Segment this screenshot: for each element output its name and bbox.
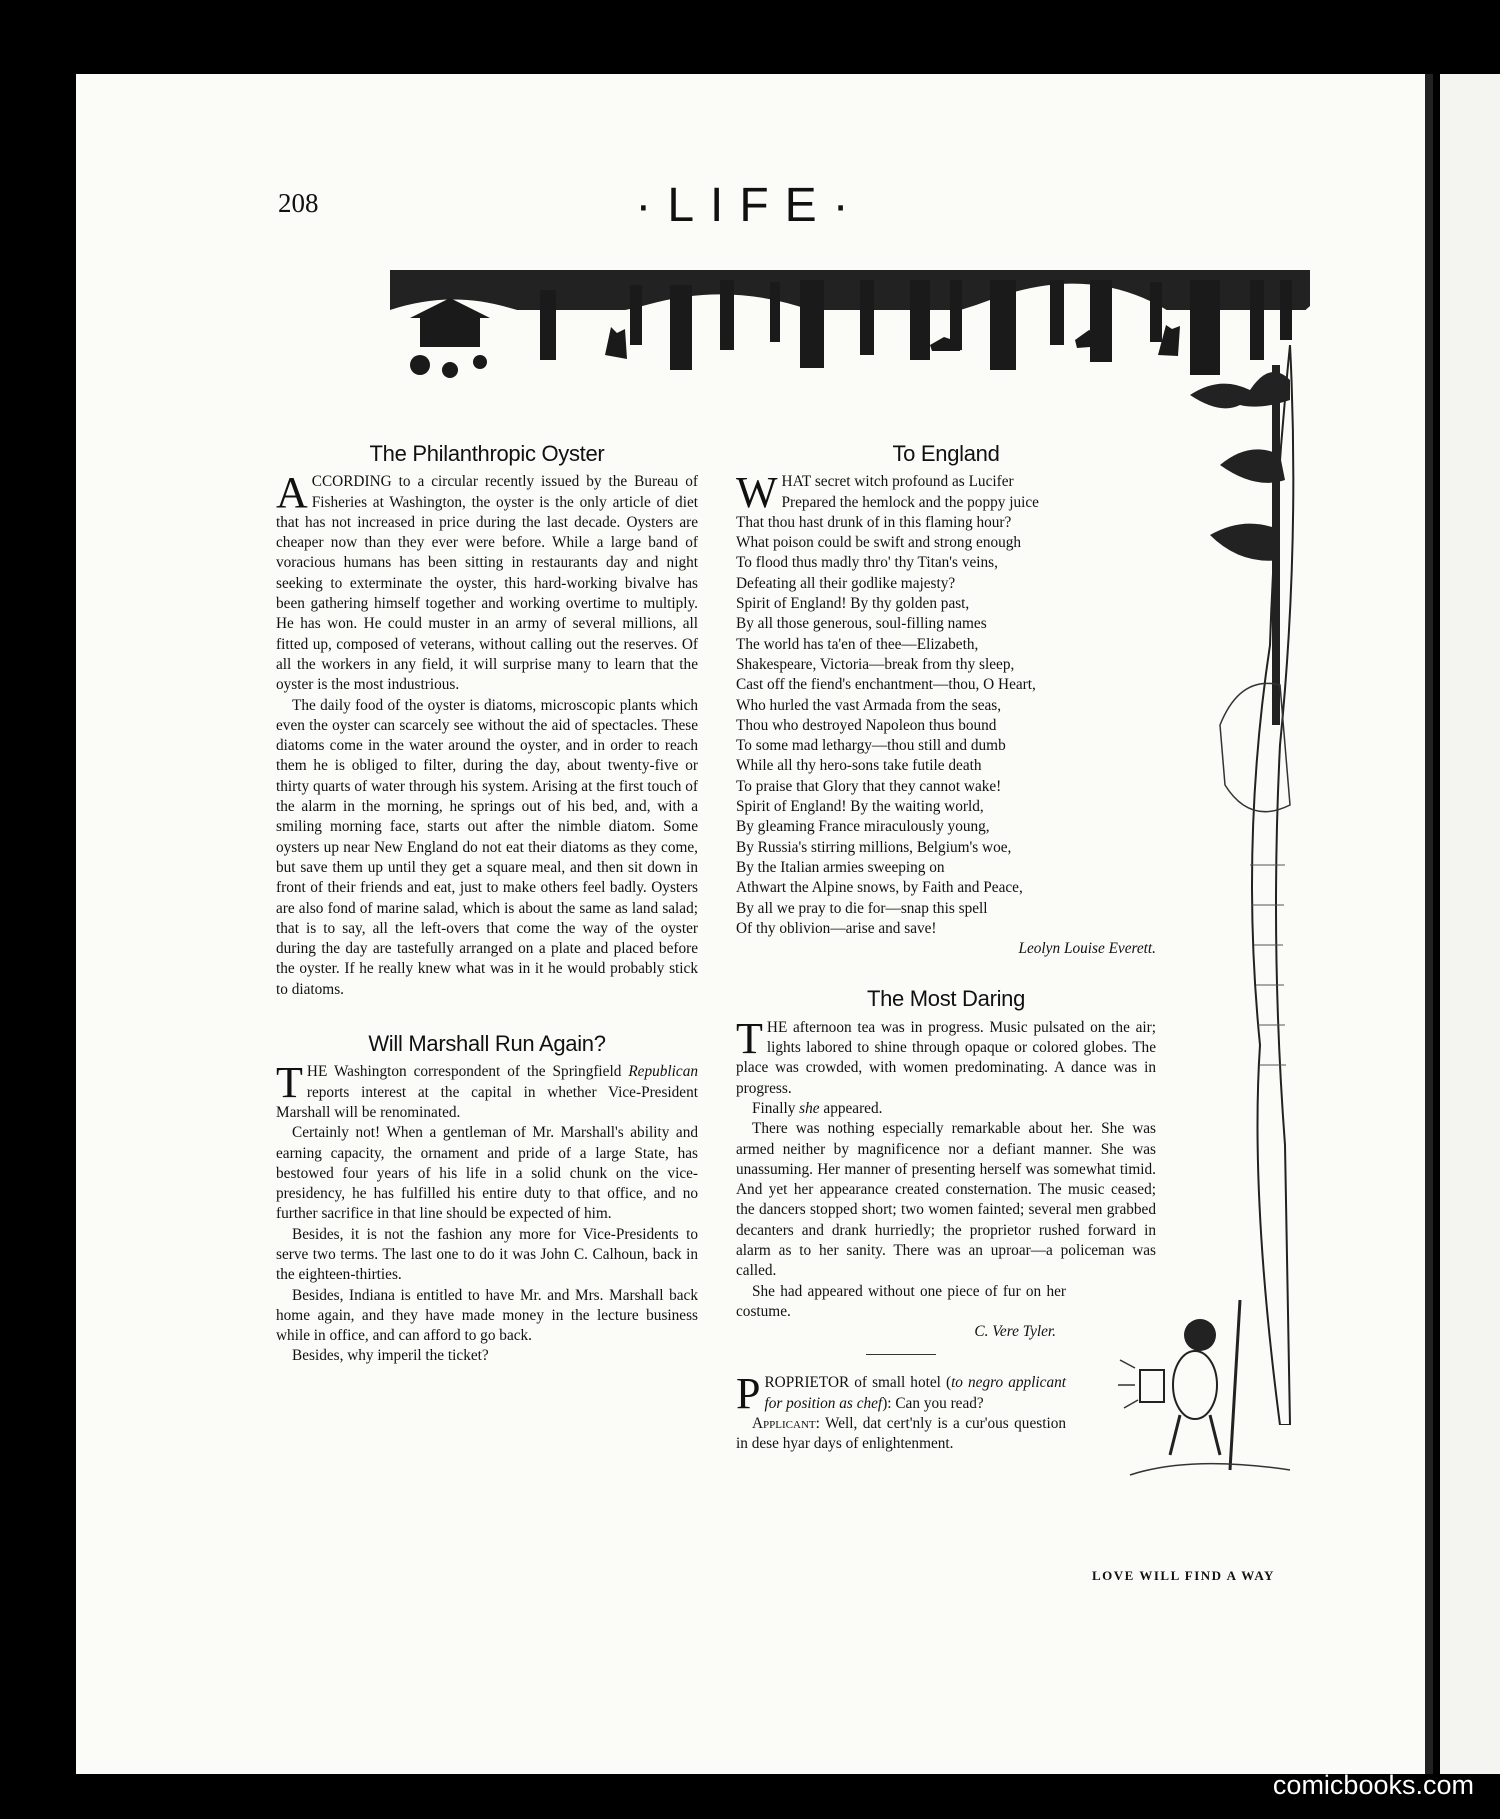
applicant-text: Well, dat cert'nly is a cur'ous question in dese hyar days of enlightenment. xyxy=(736,1415,1066,1453)
poem-line: By the Italian armies sweeping on xyxy=(736,858,945,876)
daring-paragraph-2 xyxy=(736,1099,1156,1119)
oyster-title: The Philanthropic Oyster xyxy=(369,441,605,466)
marshall-paragraph-1 xyxy=(276,1058,698,1123)
marshall-title: Will Marshall Run Again? xyxy=(368,1031,606,1057)
forest-illustration xyxy=(390,270,1310,390)
daring-paragraph-3: There was nothing especially remarkable about her. She was armed neither by magnificence nor a defiant manner. She was unassuming. Her manner of presenting herself was somewhat timid. And yet her appearance created consternation. The music ceased; the dancers stopped short; two women fainted; several men grabbed decanters and drank hurriedly; the proprietor rushed forward in alarm as to her sanity. There was an uproar—a policeman was called. xyxy=(736,1120,1156,1280)
daring-title: The Most Daring xyxy=(866,986,1026,1012)
poem-line: By all those generous, soul-filling names xyxy=(736,615,987,633)
daring-paragraph-1 xyxy=(736,1013,1156,1099)
poem-line: The world has ta'en of thee—Elizabeth, xyxy=(736,635,979,653)
marshall-paragraph-3: Besides, it is not the fashion any more for Vice-Presidents to serve two terms. The last one to do it was John C. Calhoun, back in the eighteen-thirties. xyxy=(276,1225,698,1284)
poem-line: What poison could be swift and strong enough xyxy=(736,534,1022,552)
marshall-paragraph-2: Certainly not! When a gentleman of Mr. Marshall's ability and earning capacity, the ornament and pride of a large State, has bestowed four years of his life in a solid chunk on the vice-presidency, he has fulfilled his entire duty to that office, and no further sacrifice in that line should be expected of him. xyxy=(276,1124,698,1223)
poem-line: Spirit of England! By the waiting world, xyxy=(736,798,984,816)
poem-line: By all we pray to die for—snap this spell xyxy=(736,899,988,917)
section-divider xyxy=(866,1354,936,1355)
drop-cap: W xyxy=(736,468,778,518)
newspaper-name: Republican xyxy=(628,1063,698,1081)
poem-line: Shakespeare, Victoria—break from thy sleep, xyxy=(736,655,1015,673)
poem-line: To flood thus madly thro' thy Titan's veins, xyxy=(736,554,998,572)
poem-line: Who hurled the vast Armada from the seas, xyxy=(736,696,1002,714)
proprietor-text-a: ROPRIETOR of small hotel ( xyxy=(764,1374,952,1392)
proprietor-text-b: ): Can you read? xyxy=(882,1394,984,1412)
poem-line: Athwart the Alpine snows, by Faith and Peace, xyxy=(736,879,1023,897)
illustration-caption: LOVE WILL FIND A WAY xyxy=(1092,1568,1275,1583)
drop-cap: P xyxy=(736,1369,761,1419)
poem-line: HAT secret witch profound as Lucifer xyxy=(781,473,1014,491)
poem-line: Defeating all their godlike majesty? xyxy=(736,574,956,592)
daring-text-2a: Finally xyxy=(752,1099,800,1117)
poem-line: By Russia's stirring millions, Belgium's woe, xyxy=(736,838,1012,856)
oyster-paragraph-2: The daily food of the oyster is diatoms, microscopic plants which even the oyster can scarcely see without the aid of spectacles. These diatoms come in the water around the oyster, and in order to reach them he is obliged to filter, during the day, about twenty-five or thirty quarts of water through his system. Arising at the first touch of the alarm in the morning, he springs out of his bed, and, with a smiling morning face, starts out after the nimble diatom. Some oysters up near New England do not eat their diatoms as they come, but save them up until they get a square meal, and then sit down in front of their friends and eat, just to make others feel badly. Oysters are also fond of marine salad, which is about the same as land salad; that is to say, all the left-overs that come the way of the oyster during the day are tastefully arranged on a plate and placed before the oyster. If he really knew what was in it he would probably stick to diatoms. xyxy=(276,696,698,998)
watermark: comicbooks.com xyxy=(1272,1770,1474,1800)
marshall-paragraph-5: Besides, why imperil the ticket? xyxy=(292,1347,489,1365)
proprietor-aside: to negro applicant for position as chef xyxy=(764,1374,1067,1412)
oyster-text-1: CCORDING to a circular recently issued by the Bureau of Fisheries at Washington, the oyster is the only article of diet that has not increased in price during the last decade. Oysters are cheaper now than they ever were before. While a large band of voracious humans has been sitting in restaurants day and night seeking to exterminate the oyster, this hard-working bivalve has been gathering himself together and working overtime to multiply. He has won. He could muster in an army of several millions, all fitted up, composed of veterans, without calling out the reserves. Of all the workers in any field, it will surprise many to learn that the oyster is the most industrious. xyxy=(276,473,698,694)
daring-story xyxy=(736,1013,1156,1282)
daring-ending xyxy=(736,1282,1066,1455)
england-author: Leolyn Louise Everett. xyxy=(1018,940,1156,958)
applicant-label: Applicant: xyxy=(752,1415,820,1433)
poem-line: Spirit of England! By thy golden past, xyxy=(736,595,970,613)
cliff-tree-illustration xyxy=(1180,345,1300,1425)
daring-text-2b: appeared. xyxy=(819,1099,883,1117)
column-left xyxy=(276,441,698,1367)
poem-line: To praise that Glory that they cannot wake! xyxy=(736,777,1002,795)
poem-line: Cast off the fiend's enchantment—thou, O Heart, xyxy=(736,676,1036,694)
poem-line: To some mad lethargy—thou still and dumb xyxy=(736,737,1006,755)
poem-line: Of thy oblivion—arise and save! xyxy=(736,919,937,937)
england-title: To England xyxy=(892,441,1000,466)
adjacent-page-edge xyxy=(1440,74,1500,1774)
marshall-text-1a: HE Washington correspondent of the Springfield xyxy=(306,1063,629,1081)
daring-paragraph-4: She had appeared without one piece of fur on her costume. xyxy=(736,1282,1066,1320)
applicant-reply xyxy=(736,1414,1066,1455)
page-number: 208 xyxy=(278,188,319,218)
marshall-paragraph-4: Besides, Indiana is entitled to have Mr. and Mrs. Marshall back home again, and they have made money in the lecture business while in office, and can afford to go back. xyxy=(276,1286,698,1345)
poem-line: Thou who destroyed Napoleon thus bound xyxy=(736,716,997,734)
masthead: ·LIFE· xyxy=(635,179,865,232)
england-poem xyxy=(736,468,1156,959)
drop-cap: A xyxy=(276,468,308,518)
daring-text-1: HE afternoon tea was in progress. Music pulsated on the air; lights labored to shine through opaque or colored globes. The place was crowded, with women predominating. A dance was in progress. xyxy=(736,1018,1156,1097)
column-middle xyxy=(736,441,1156,1455)
poem-line: That thou hast drunk of in this flaming hour? xyxy=(736,513,1012,531)
oyster-paragraph-1 xyxy=(276,468,698,695)
poem-line: By gleaming France miraculously young, xyxy=(736,818,990,836)
marshall-text-1b: reports interest at the capital in whether Vice-President Marshall will be renominated. xyxy=(276,1083,698,1121)
page-spine xyxy=(1425,74,1433,1774)
daring-emphasis: she xyxy=(799,1099,820,1117)
proprietor-joke xyxy=(736,1369,1067,1419)
poem-line: Prepared the hemlock and the poppy juice xyxy=(781,493,1039,511)
poem-line: While all thy hero-sons take futile death xyxy=(736,757,982,775)
drop-cap: T xyxy=(276,1058,303,1108)
drop-cap: T xyxy=(736,1013,763,1063)
daring-author: C. Vere Tyler. xyxy=(974,1323,1056,1341)
